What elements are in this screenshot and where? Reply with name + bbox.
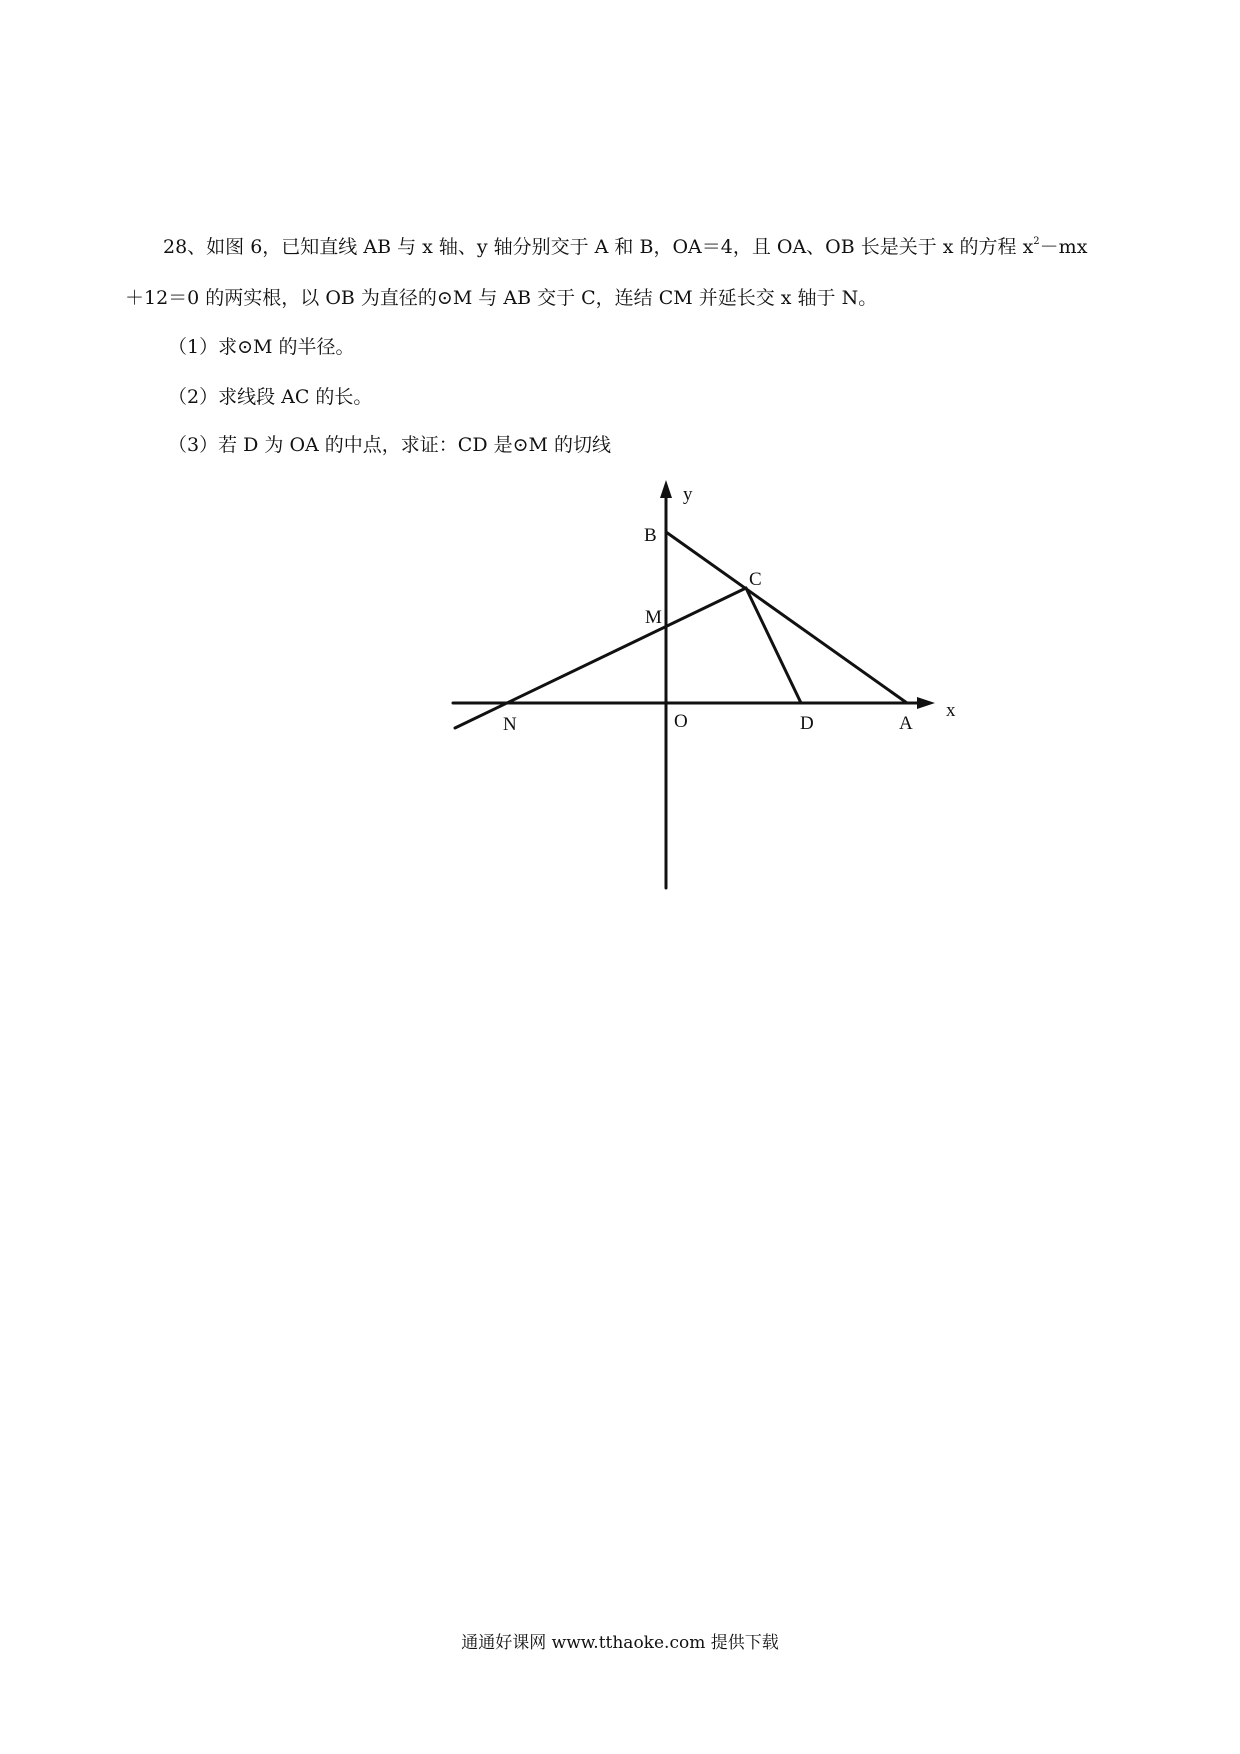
label-b: B	[644, 525, 657, 546]
question-1: （1）求⊙M 的半径。	[168, 336, 355, 358]
label-x: x	[946, 700, 956, 721]
exponent: 2	[1033, 236, 1040, 247]
line-nc	[455, 588, 746, 728]
y-axis-arrow-icon	[660, 480, 672, 498]
label-o: O	[674, 711, 688, 732]
problem-text-1b: －mx	[1039, 236, 1088, 258]
label-c: C	[749, 569, 762, 590]
question-3: （3）若 D 为 OA 的中点，求证：CD 是⊙M 的切线	[168, 434, 612, 456]
x-axis-arrow-icon	[917, 697, 935, 709]
label-m: M	[645, 607, 662, 628]
footer-credit: 通通好课网 www.tthaoke.com 提供下载	[461, 1633, 779, 1653]
label-a: A	[899, 713, 913, 734]
question-2: （2）求线段 AC 的长。	[168, 386, 373, 408]
label-n: N	[503, 714, 517, 735]
label-d: D	[800, 713, 814, 734]
problem-statement-line-2: ＋12＝0 的两实根，以 OB 为直径的⊙M 与 AB 交于 C，连结 CM 并延长交 x 轴于 N。	[125, 287, 878, 309]
line-ab	[666, 532, 907, 703]
label-y: y	[683, 484, 693, 505]
segment-cd	[746, 588, 801, 703]
problem-text-1a: 28、如图 6，已知直线 AB 与 x 轴、y 轴分别交于 A 和 B，OA＝4，且 OA、OB 长是关于 x 的方程 x	[163, 236, 1034, 258]
